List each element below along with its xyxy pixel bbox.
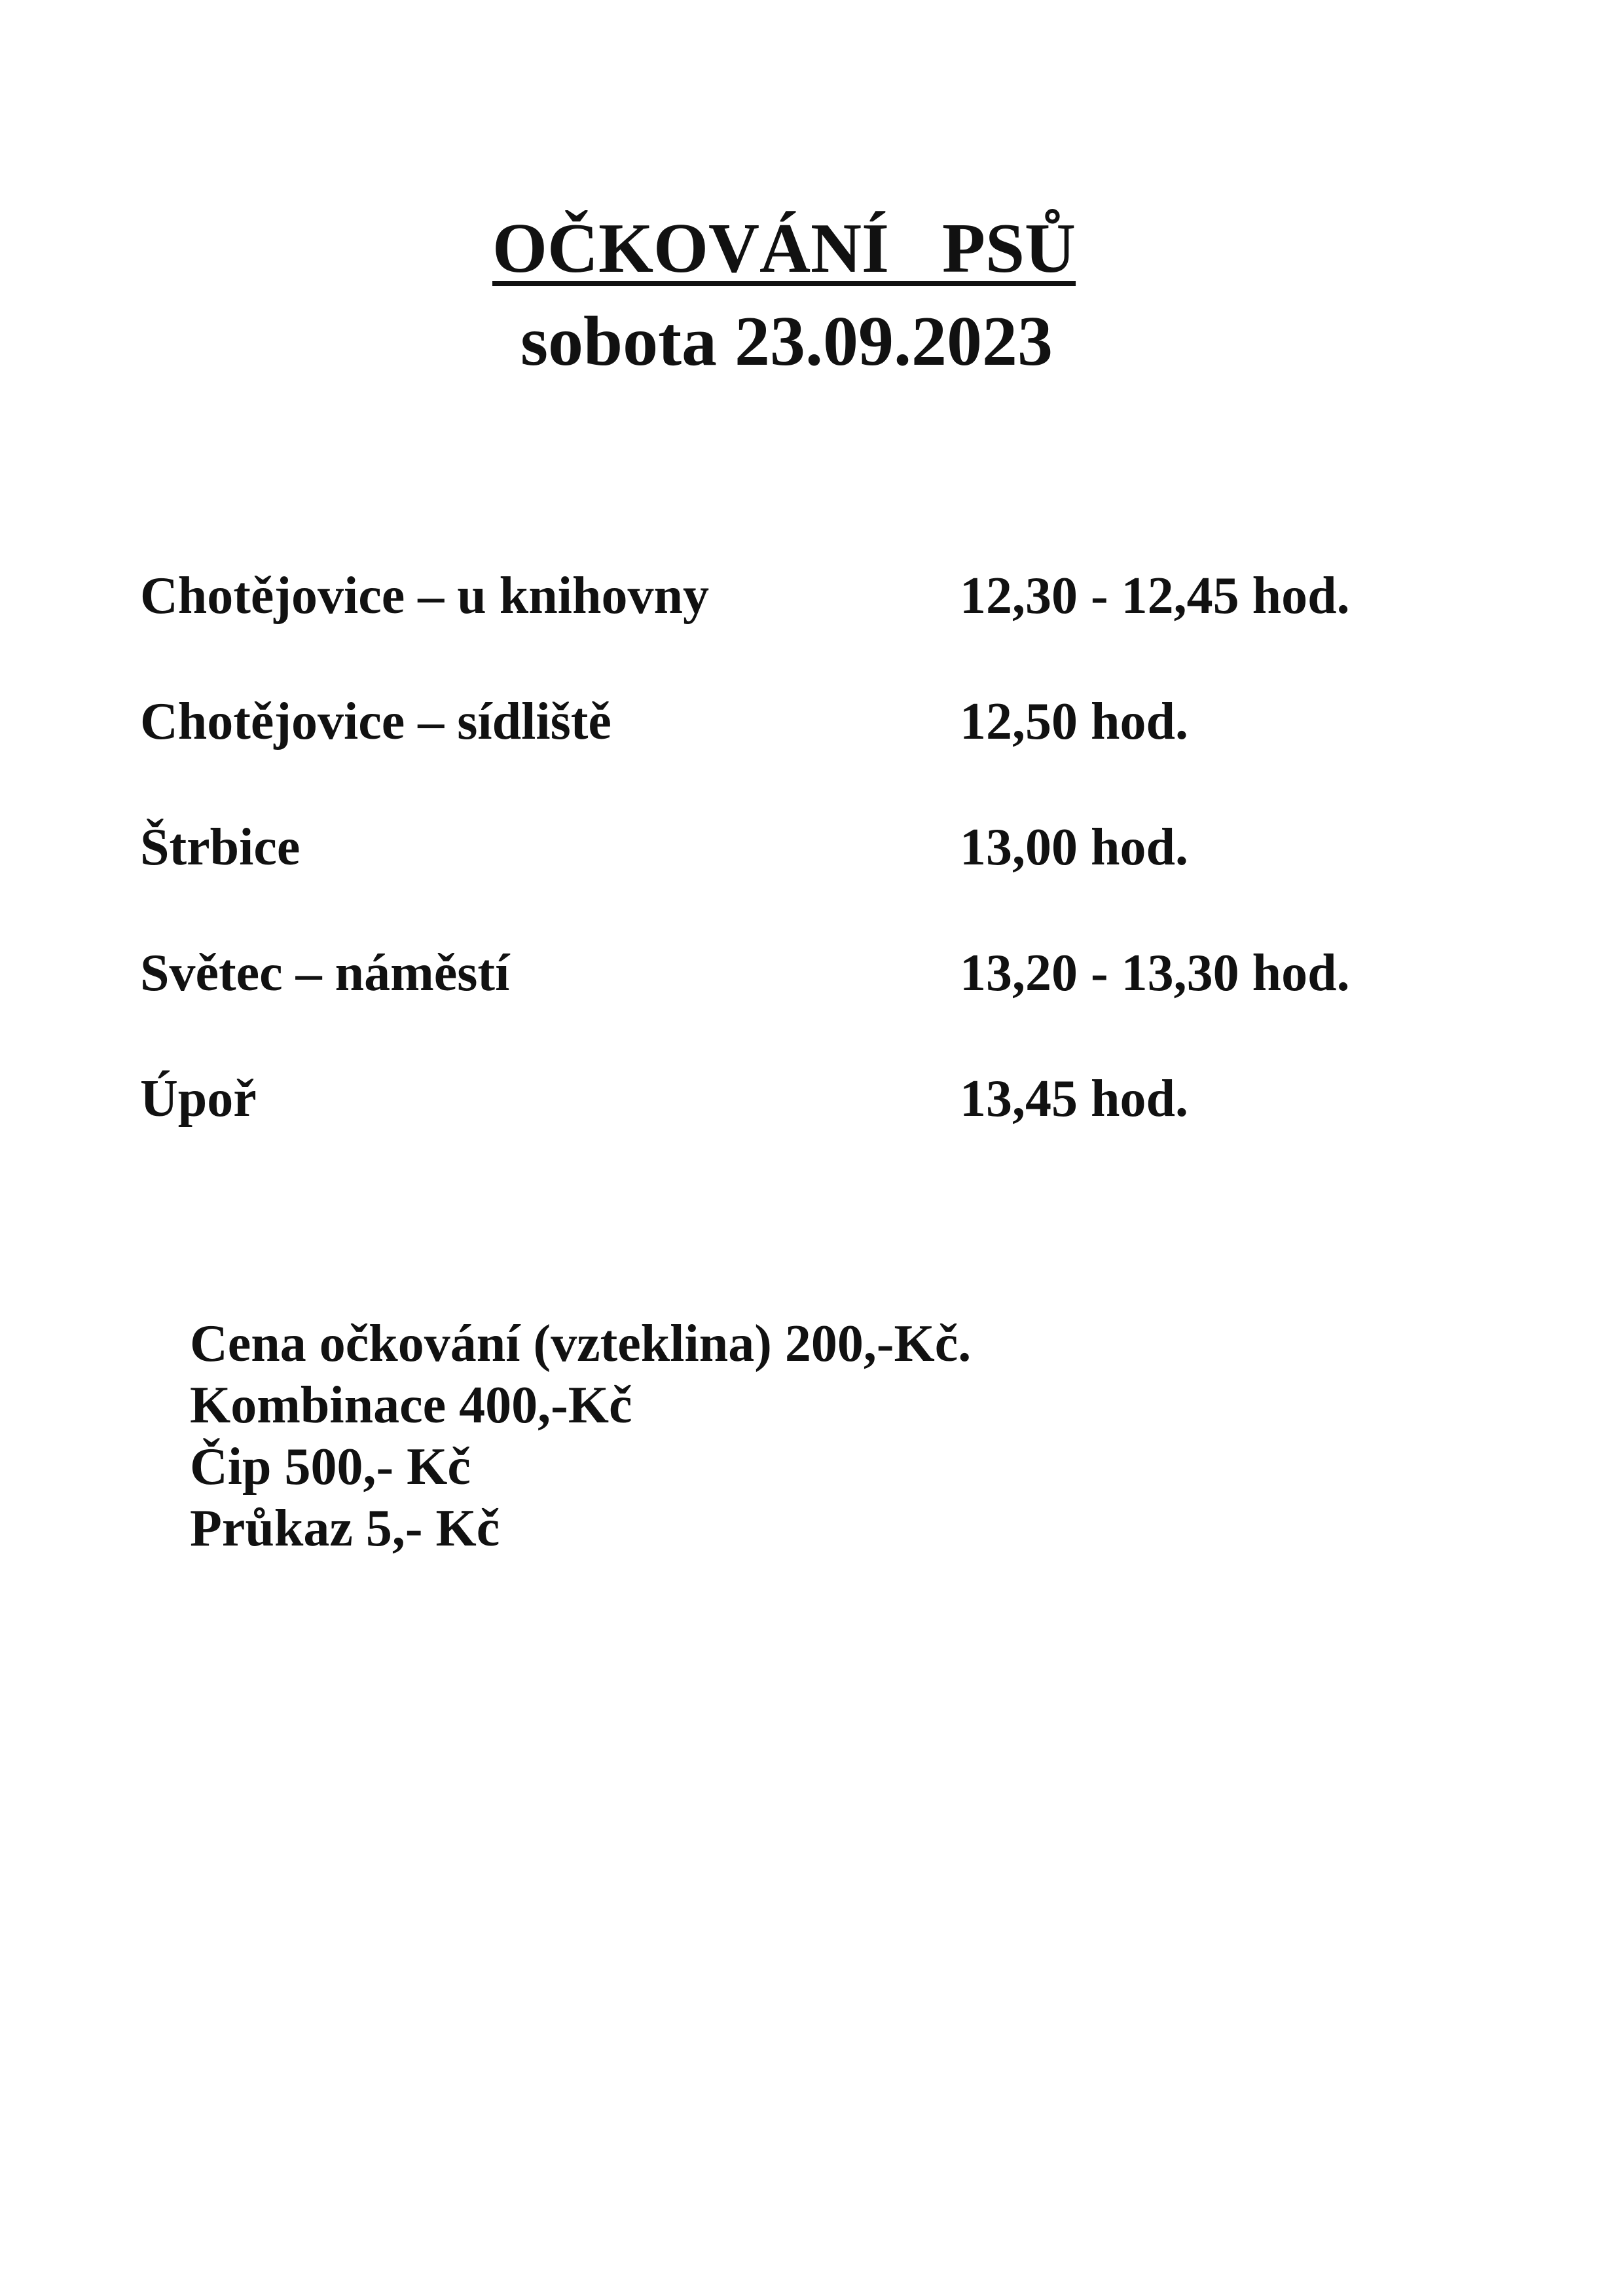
schedule-row	[140, 815, 1515, 940]
page-title: OČKOVÁNÍ PSŮ	[492, 210, 1076, 287]
event-date: sobota 23.09.2023	[520, 303, 1053, 380]
schedule-place: Úpoř	[140, 1070, 257, 1128]
schedule-row	[140, 689, 1515, 815]
schedule-time: 13,20 - 13,30 hod.	[960, 944, 1350, 1002]
price-vaccination-rabies: Cena očkování (vzteklina) 200,-Kč.	[190, 1315, 972, 1373]
price-list	[190, 1313, 971, 1559]
price-chip: Čip 500,- Kč	[190, 1438, 471, 1496]
schedule-time: 13,45 hod.	[960, 1070, 1188, 1128]
schedule-place: Štrbice	[140, 819, 301, 876]
schedule-list	[140, 563, 1515, 1192]
schedule-place: Chotějovice – sídliště	[140, 693, 611, 750]
schedule-place: Chotějovice – u knihovny	[140, 567, 709, 625]
price-pet-passport: Průkaz 5,- Kč	[190, 1500, 500, 1557]
schedule-row	[140, 563, 1515, 689]
schedule-row	[140, 1066, 1515, 1192]
schedule-time: 13,00 hod.	[960, 819, 1188, 876]
price-combination: Kombinace 400,-Kč	[190, 1377, 632, 1434]
schedule-time: 12,30 - 12,45 hod.	[960, 567, 1350, 625]
schedule-place: Světec – náměstí	[140, 944, 510, 1002]
schedule-row	[140, 940, 1515, 1066]
schedule-time: 12,50 hod.	[960, 693, 1188, 750]
